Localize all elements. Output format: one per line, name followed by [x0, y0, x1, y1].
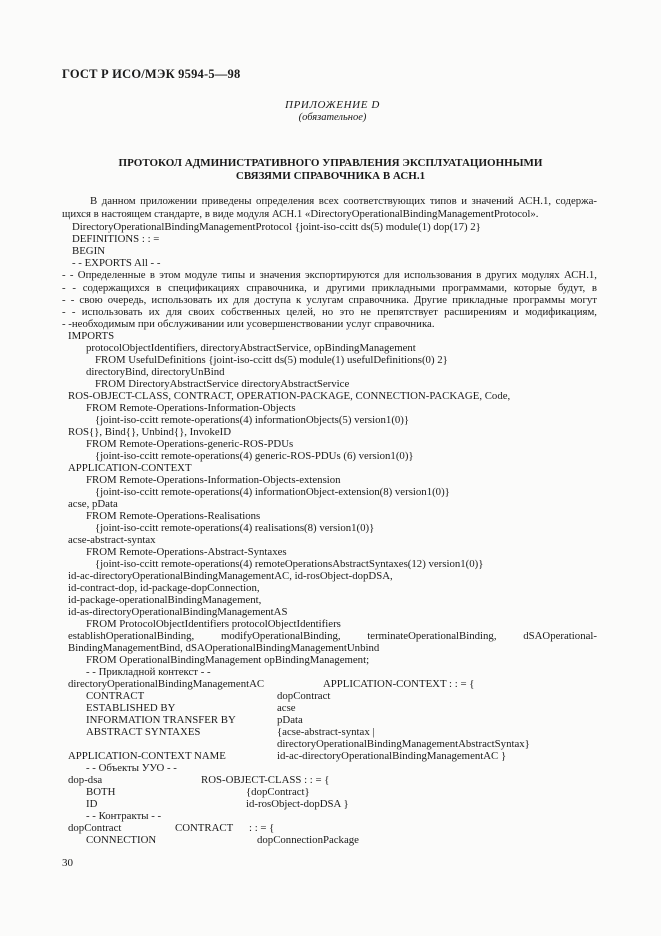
code-line: establishOperationalBinding, modifyOperationalBinding, terminateOperationalBinding, dSAOperational- — [68, 630, 597, 642]
contract-name: dopContract — [68, 822, 122, 834]
contract-value: dopConnectionPackage — [257, 834, 359, 846]
object-field: ID — [86, 798, 98, 810]
code-line: ROS{}, Bind{}, Unbind{}, InvokeID — [68, 426, 232, 438]
module-header: DirectoryOperationalBindingManagementProtocol {joint-iso-ccitt ds(5) module(1) dop(17) 2} — [72, 221, 481, 233]
ac-field: ESTABLISHED BY — [86, 702, 176, 714]
begin-line: BEGIN — [72, 245, 105, 257]
object-value: id-rosObject-dopDSA } — [246, 798, 349, 810]
code-line: {joint-iso-ccitt remote-operations(4) remoteOperationsAbstractSyntaxes(12) version1(0)} — [95, 558, 484, 570]
ac-value: pData — [277, 714, 303, 726]
contract-assign: : : = { — [249, 822, 275, 834]
comment-line-4: - - использовать их для своих собственных целей, но это не препятствует расширениям и модификациям, — [62, 306, 597, 318]
code-line: acse, pData — [68, 498, 118, 510]
code-line: FROM Remote-Operations-Realisations — [86, 510, 261, 522]
code-line: id-ac-directoryOperationalBindingManagementAC, id-rosObject-dopDSA, — [68, 570, 393, 582]
comment-line-5: - -необходимым при обслуживании или усовершенствовании услуг справочника. — [62, 318, 435, 330]
code-line: acse-abstract-syntax — [68, 534, 156, 546]
exports-comment: - - EXPORTS All - - — [72, 257, 161, 269]
code-line: {joint-iso-ccitt remote-operations(4) generic-ROS-PDUs (6) version1(0)} — [95, 450, 414, 462]
ac-keyword: APPLICATION-CONTEXT : : = { — [323, 678, 475, 690]
code-line: {joint-iso-ccitt remote-operations(4) realisations(8) version1(0)} — [95, 522, 375, 534]
intro-line-1: В данном приложении приведены определения всех соответствующих типов и значений АСН.1, содержа- — [90, 195, 597, 207]
imports-keyword: IMPORTS — [68, 330, 115, 342]
code-line: FROM Remote-Operations-generic-ROS-PDUs — [86, 438, 294, 450]
code-line: id-as-directoryOperationalBindingManagementAS — [68, 606, 288, 618]
standard-header: ГОСТ Р ИСО/МЭК 9594-5—98 — [62, 67, 241, 81]
definitions-line: DEFINITIONS : : = — [72, 233, 160, 245]
intro-line-2: щихся в настоящем стандарте, в виде модуля АСН.1 «DirectoryOperationalBindingManagementProtocol». — [62, 208, 539, 220]
object-name: dop-dsa — [68, 774, 103, 786]
ac-value: dopContract — [277, 690, 331, 702]
ac-field: ABSTRACT SYNTAXES — [86, 726, 201, 738]
appendix-status: (обязательное) — [298, 112, 367, 123]
ac-name: directoryOperationalBindingManagementAC — [68, 678, 265, 690]
appendix-label: ПРИЛОЖЕНИЕ D — [285, 99, 380, 111]
ac-field: APPLICATION-CONTEXT NAME — [68, 750, 226, 762]
ac-value: acse — [277, 702, 296, 714]
section-title-line-2: СВЯЗЯМИ СПРАВОЧНИКА В АСН.1 — [235, 170, 426, 182]
ac-value: directoryOperationalBindingManagementAbstractSyntax} — [277, 738, 530, 750]
contract-keyword: CONTRACT — [175, 822, 234, 834]
code-line: FROM OperationalBindingManagement opBindingManagement; — [86, 654, 370, 666]
ac-field: INFORMATION TRANSFER BY — [86, 714, 236, 726]
code-line: BindingManagementBind, dSAOperationalBindingManagementUnbind — [68, 642, 380, 654]
code-line: protocolObjectIdentifiers, directoryAbstractService, opBindingManagement — [86, 342, 416, 354]
code-line: id-package-operationalBindingManagement, — [68, 594, 262, 606]
code-line: FROM DirectoryAbstractService directoryAbstractService — [95, 378, 350, 390]
comment-line-1: - - Определенные в этом модуле типы и значения экспортируются для использования в других модулях АСН.1, — [62, 269, 597, 281]
code-line: ROS-OBJECT-CLASS, CONTRACT, OPERATION-PACKAGE, CONNECTION-PACKAGE, Code, — [68, 390, 511, 402]
object-field: BOTH — [86, 786, 116, 798]
code-line: {joint-iso-ccitt remote-operations(4) informationObject-extension(8) version1(0)} — [95, 486, 450, 498]
ac-value: {acse-abstract-syntax | — [277, 726, 375, 738]
section-title-line-1: ПРОТОКОЛ АДМИНИСТРАТИВНОГО УПРАВЛЕНИЯ ЭКСПЛУАТАЦИОННЫМИ — [118, 157, 543, 169]
code-line: {joint-iso-ccitt remote-operations(4) informationObjects(5) version1(0)} — [95, 414, 410, 426]
comment-line-2: - - содержащихся в спецификациях справочника, и другими прикладными программами, которые будут, в — [62, 282, 597, 294]
code-line: id-contract-dop, id-package-dopConnection, — [68, 582, 260, 594]
comment-contracts: - - Контракты - - — [86, 810, 162, 822]
code-line: directoryBind, directoryUnBind — [86, 366, 225, 378]
comment-line-3: - - свою очередь, использовать их для доступа к услугам справочника. Другие прикладные программы могут — [62, 294, 597, 306]
code-line: FROM Remote-Operations-Abstract-Syntaxes — [86, 546, 287, 558]
code-line: FROM UsefulDefinitions {joint-iso-ccitt ds(5) module(1) usefulDefinitions(0) 2} — [95, 354, 448, 366]
object-value: {dopContract} — [246, 786, 310, 798]
code-line: FROM ProtocolObjectIdentifiers protocolObjectIdentifiers — [86, 618, 341, 630]
code-line: APPLICATION-CONTEXT — [68, 462, 192, 474]
object-keyword: ROS-OBJECT-CLASS : : = { — [201, 774, 330, 786]
comment-objects: - - Объекты УУО - - — [86, 762, 177, 774]
code-line: FROM Remote-Operations-Information-Objects — [86, 402, 296, 414]
ac-field: CONTRACT — [86, 690, 145, 702]
code-line: FROM Remote-Operations-Information-Objects-extension — [86, 474, 341, 486]
contract-field: CONNECTION — [86, 834, 157, 846]
comment-application-context: - - Прикладной контекст - - — [86, 666, 211, 678]
ac-value: id-ac-directoryOperationalBindingManagementAC } — [277, 750, 507, 762]
page-number: 30 — [62, 857, 73, 869]
